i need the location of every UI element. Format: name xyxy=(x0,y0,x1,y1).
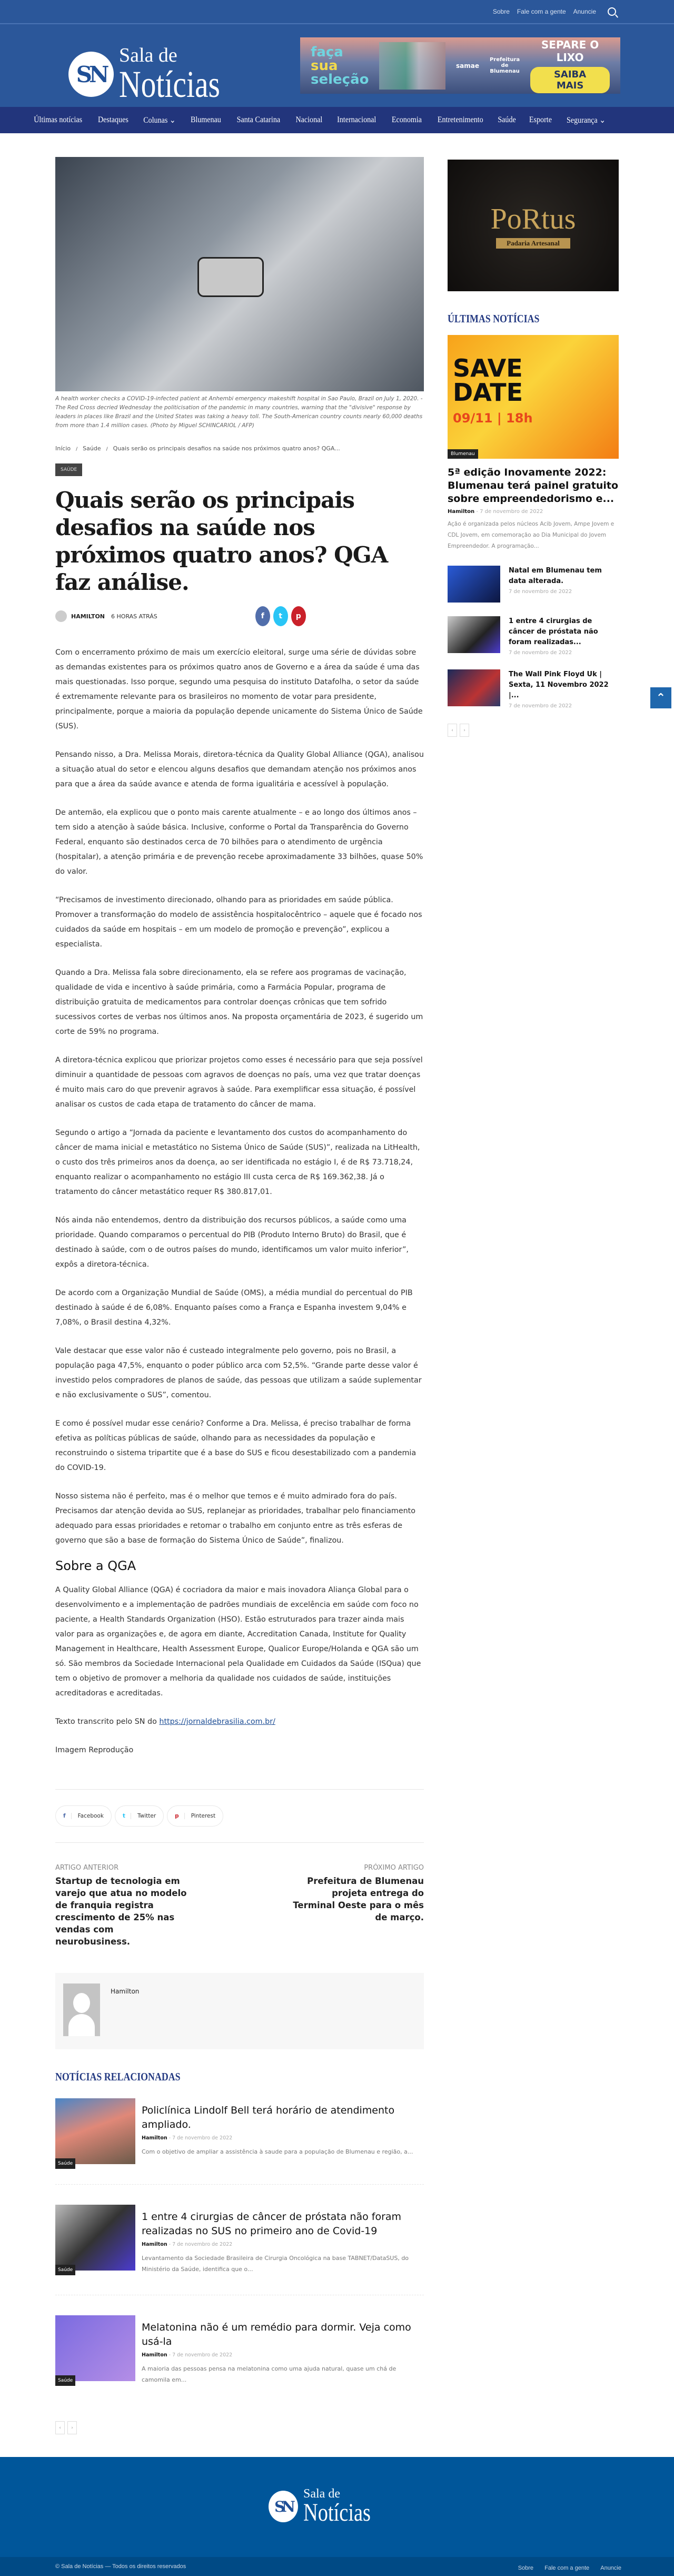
footer xyxy=(0,2457,674,2557)
related-title[interactable]: Melatonina não é um remédio para dormir. Veja como usá-la xyxy=(142,2322,411,2347)
latest-feature-image[interactable] xyxy=(448,335,619,459)
image-text: 09/11 | 18h xyxy=(453,411,533,426)
author-name[interactable]: HAMILTON xyxy=(71,613,105,620)
author-name[interactable]: Hamilton xyxy=(142,2352,167,2358)
top-link-contato[interactable]: Fale com a gente xyxy=(517,8,566,15)
page-title: Quais serão os principais desafios na saúde nos próximos quatro anos? QGA faz análise. xyxy=(55,487,388,595)
nav-item[interactable]: Saúde xyxy=(498,115,517,124)
site-logo[interactable] xyxy=(68,45,245,103)
sidebar-ad[interactable] xyxy=(448,160,619,291)
date: 7 de novembro de 2022 xyxy=(509,703,572,709)
news-title[interactable]: 1 entre 4 cirurgias de câncer de próstata não foram realizadas... xyxy=(509,617,598,646)
sidebar-pager xyxy=(448,724,619,737)
share-label: Pinterest xyxy=(191,1813,216,1819)
author-name[interactable]: Hamilton xyxy=(142,2242,167,2247)
pinterest-icon: p xyxy=(175,1813,185,1819)
related-pager xyxy=(55,2421,424,2434)
image-text: DATE xyxy=(453,378,523,407)
related-item: Saúde 1 entre 4 cirurgias de câncer de próstata não foram realizadas no SUS no primeiro ano de Covid-19 Hamilton - 7 de novembro de 2022 Levantamento da Sociedade Brasileira de Cirurgia Oncológica na base TABNET/DataSUS, do Ministério da Saúde, identifica que o... xyxy=(55,2205,424,2295)
logo-mark: SN xyxy=(269,2491,298,2522)
next-title[interactable]: Prefeitura de Blumenau projeta entrega do Terminal Oeste para o mês de março. xyxy=(293,1876,424,1922)
pinterest-share-button[interactable] xyxy=(167,1805,223,1827)
paragraph: E como é possível mudar esse cenário? Conforme a Dra. Melissa, é preciso trabalhar de forma efetiva as políticas públicas de saúde, olhando para as necessidades da população e reconstruindo o sistema tripartite que é a base do SUS e ficou desestabilizado com a pandemia do COVID-19. xyxy=(55,1419,417,1472)
related-title[interactable]: 1 entre 4 cirurgias de câncer de próstata não foram realizadas no SUS no primeiro ano de Covid-19 xyxy=(142,2211,402,2237)
search-icon[interactable] xyxy=(608,7,616,16)
latest-feature-meta: Hamilton - 7 de novembro de 2022 xyxy=(448,509,543,515)
nav-item[interactable]: Últimas notícias xyxy=(34,115,83,124)
latest-news-item xyxy=(448,616,619,656)
post-navigation xyxy=(55,1864,424,1948)
twitter-share-button[interactable] xyxy=(115,1805,164,1827)
paragraph: Segundo o artigo a “Jornada da paciente e levantamento dos custos do acompanhamento do câncer de mama inicial e metastático no Sistema Único de Saúde (SUS)”, realizada na LitHealth, o custo dos três primeiros anos da doença, ao ser identificada no estágio I, é de R$ 73.718,24, enquanto realizar o acompanhamento no estágio III custa cerca de R$ 169.362,38. Já o tratamento do câncer metastático requer R$ 380.817,01. xyxy=(55,1129,420,1196)
footer-link-anuncie[interactable]: Anuncie xyxy=(600,2564,621,2571)
footer-logo[interactable] xyxy=(269,2488,388,2525)
paragraph: De antemão, ela explicou que o ponto mais carente atualmente – e ao longo dos últimos anos – tem sido a atenção à saúde básica. Inclusive, conforme o Portal da Transparência do Governo Federal, enquanto são destinados cerca de 70 bilhões para o atendimento de urgência (hospitalar), a atenção primária e de prevenção recebe aproximadamente 33 bilhões, quase 50% do valor. xyxy=(55,808,423,876)
latest-news-heading: ÚLTIMAS NOTÍCIAS xyxy=(448,312,540,325)
related-item: Saúde Policlínica Lindolf Bell terá horário de atendimento ampliado. Hamilton - 7 de novembro de 2022 Com o objetivo de ampliar a assistência à saude para a população de Blumenau e região, a... xyxy=(55,2098,424,2185)
facebook-share-icon[interactable]: f xyxy=(255,606,270,626)
breadcrumb-current: Quais serão os principais desafios na saúde nos próximos quatro anos? QGA... xyxy=(113,445,340,452)
banner-headline: SEPARE O LIXO xyxy=(541,38,599,64)
date: 7 de novembro de 2022 xyxy=(172,2352,233,2358)
share-label: Twitter xyxy=(137,1813,156,1819)
header-ad-banner[interactable] xyxy=(300,37,620,94)
footer-link-sobre[interactable]: Sobre xyxy=(518,2564,534,2571)
top-link-sobre[interactable]: Sobre xyxy=(492,8,510,15)
logo-line2: Notícias xyxy=(119,63,220,105)
image-credit: Imagem Reprodução xyxy=(55,1746,134,1754)
latest-news-item xyxy=(448,669,619,709)
featured-image xyxy=(55,157,424,391)
author-name[interactable]: Hamilton xyxy=(142,2135,167,2141)
paragraph: De acordo com a Organização Mundial de Saúde (OMS), a média mundial do percentual do PIB destinado à saúde é de 6,08%. Enquanto países como a França e Espanha investem 9,04% e 7,08%, o Brasil destina 4,32%. xyxy=(55,1289,413,1327)
paragraph: Pensando nisso, a Dra. Melissa Morais, diretora-técnica da Quality Global Alliance (QGA), analisou a situação atual do setor e elencou alguns desafios que demandam atenção nos próximos anos para que a área da saúde avance e atenda de forma igualitária e acessível à população. xyxy=(55,751,424,788)
article-meta xyxy=(55,606,424,627)
article xyxy=(55,157,424,2434)
breadcrumb-home[interactable]: Início xyxy=(55,445,71,452)
latest-news-item xyxy=(448,566,619,603)
image-caption: A health worker checks a COVID-19-infected patient at Anhembi emergency makeshift hospital in Sao Paulo, Brazil on July 1, 2020. - The Red Cross decried Wednesday the politicisation of the pandemic in many countries, warning that the "divisive" response by leaders in places like Brazil and the United States was taking a heavy toll. The South-American country counts nearly 60,000 deaths from more than 1.4 million cases. (Photo by Miguel SCHINCARIOL / AFP) xyxy=(55,396,423,429)
category-badge[interactable]: Saúde xyxy=(55,2375,75,2386)
share-label: Facebook xyxy=(77,1813,104,1819)
date: 7 de novembro de 2022 xyxy=(480,509,543,515)
paragraph: Vale destacar que esse valor não é custeado integralmente pelo governo, pois no Brasil, a população paga 47,5%, enquanto o poder público arca com 52,5%. “Grande parte desse valor é investido pelos compradores de planos de saúde, das pessoas que utilizam a saúde suplementar e não exclusivamente o SUS”, comentou. xyxy=(55,1347,422,1399)
nav-item[interactable]: Santa Catarina xyxy=(236,115,280,124)
date: 7 de novembro de 2022 xyxy=(509,650,572,656)
logo-line1: Sala de xyxy=(303,2487,340,2501)
author-box xyxy=(55,1973,424,2049)
logo-line2: Notícias xyxy=(303,2499,371,2526)
top-bar xyxy=(0,0,674,24)
category-badge[interactable]: SAÚDE xyxy=(55,463,82,476)
banner-cta[interactable]: SAIBA MAIS xyxy=(530,67,610,93)
paragraph: Quando a Dra. Melissa fala sobre direcionamento, ela se refere aos programas de vacinação, qualidade de vida e incentivo à saúde primária, como a Farmácia Popular, programa de distribuição gratuita de medicamentos para controlar doenças crônicas que tem sofrido sucessivos cortes de verbas nos últimos anos. Na proposta orçamentária de 2023, é sugerido um corte de 59% no programa. xyxy=(55,969,423,1036)
section-heading: Sobre a QGA xyxy=(55,1558,136,1573)
author-avatar[interactable] xyxy=(63,1983,100,2036)
footer-link-contato[interactable]: Fale com a gente xyxy=(544,2564,590,2571)
category-badge[interactable]: Blumenau xyxy=(448,449,478,459)
related-heading: NOTÍCIAS RELACIONADAS xyxy=(55,2070,181,2083)
pager-prev-button[interactable]: ‹ xyxy=(448,724,457,737)
nav-item[interactable]: Nacional xyxy=(295,115,322,124)
copyright: © Sala de Notícias — Todos os direitos reservados xyxy=(55,2563,186,2570)
source-line xyxy=(55,1714,424,1729)
related-title[interactable]: Policlínica Lindolf Bell terá horário de atendimento ampliado. xyxy=(142,2105,395,2130)
banner-image xyxy=(379,42,445,90)
paragraph: “Precisamos de investimento direcionado, olhando para as prioridades em saúde pública. Promover a transformação do modelo de assistência hospitalocêntrico – aquele que é focado nos cuidados da saúde em hospitais – em um modelo de promoção e prevenção”, explicou a especialista. xyxy=(55,896,422,949)
facebook-icon: f xyxy=(63,1813,72,1819)
nav-item[interactable]: Entretenimento xyxy=(437,115,483,124)
news-thumbnail[interactable] xyxy=(448,616,500,653)
nav-item[interactable]: Economia xyxy=(391,115,422,124)
main-nav xyxy=(0,107,674,133)
author-name[interactable]: Hamilton xyxy=(448,509,475,515)
nav-item[interactable]: Internacional xyxy=(337,115,376,124)
article-body xyxy=(55,645,424,1758)
twitter-share-icon[interactable]: t xyxy=(273,606,288,626)
category-badge[interactable]: Saúde xyxy=(55,2265,75,2275)
banner-text: seleção xyxy=(311,71,369,87)
twitter-icon: t xyxy=(123,1813,131,1819)
pager-next-button[interactable]: › xyxy=(67,2421,77,2434)
related-thumbnail[interactable] xyxy=(55,2098,135,2164)
publish-time: 6 HORAS ATRÁS xyxy=(111,613,157,620)
logo-mark: SN xyxy=(68,52,114,97)
date: 7 de novembro de 2022 xyxy=(509,589,572,595)
breadcrumb-category[interactable]: Saúde xyxy=(83,445,101,452)
related-thumbnail[interactable] xyxy=(55,2315,135,2381)
news-thumbnail[interactable] xyxy=(448,566,500,603)
author-box-name[interactable]: Hamilton xyxy=(111,1988,140,1995)
back-to-top-button[interactable]: ⌃ xyxy=(650,687,671,708)
related-excerpt: Com o objetivo de ampliar a assistência à saude para a população de Blumenau e região, a... xyxy=(142,2148,413,2155)
next-label: PRÓXIMO ARTIGO xyxy=(364,1864,424,1872)
nav-item[interactable]: Destaques xyxy=(98,115,129,124)
paragraph: A Quality Global Alliance (QGA) é cocriadora da maior e mais inovadora Aliança Global para o desenvolvimento e a implementação de padrões mundiais de excelência em saúde com foco no paciente, a Health Standards Organization (HSO). Estão estruturados para trazer ainda mais valor para as organizações e, de agora em diante, Accreditation Canada, Institute for Quality Management in Healthcare, Health Assessment Europe, Qualicor Europe/Holanda e QGA são um só. São membros da Sociedade Internacional pela Qualidade em Cuidados da Saúde (ISQua) que tem o objetivo de promover a melhoria da qualidade nos cuidados de saúde, instituições acreditadoras e acreditadas. xyxy=(55,1586,421,1697)
facebook-share-button[interactable] xyxy=(55,1805,112,1827)
pager-prev-button[interactable]: ‹ xyxy=(55,2421,65,2434)
latest-feature-title[interactable]: 5ª edição Inovamente 2022: Blumenau terá painel gratuito sobre empreendedorismo e... xyxy=(448,467,618,505)
paragraph: Nós ainda não entendemos, dentro da distribuição dos recursos públicos, a saúde como uma prioridade. Quando comparamos o percentual do PIB (Produto Interno Bruto) do Brasil, que é destinado à saúde, com o de outros países do mundo, identificamos um valor muito inferior”, expôs a diretora-técnica. xyxy=(55,1216,409,1269)
source-prefix: Texto transcrito pelo SN do xyxy=(55,1718,160,1726)
related-excerpt: Levantamento da Sociedade Brasileira de Cirurgia Oncológica na base TABNET/DataSUS, do Ministério da Saúde, identifica que o... xyxy=(142,2255,409,2273)
news-title[interactable]: The Wall Pink Floyd Uk | Sexta, 11 Novembro 2022 |... xyxy=(509,670,609,699)
category-badge[interactable]: Saúde xyxy=(55,2158,75,2169)
prev-label: ARTIGO ANTERIOR xyxy=(55,1864,119,1872)
related-excerpt: A maioria das pessoas pensa na melatonina como uma ajuda natural, quase um chá de camomila em... xyxy=(142,2365,397,2383)
banner-text: faça xyxy=(311,44,343,60)
breadcrumb: Início / Saúde / Quais serão os principais desafios na saúde nos próximos quatro anos? QGA... xyxy=(55,445,340,452)
divider xyxy=(55,1842,424,1843)
prev-article[interactable] xyxy=(55,1864,187,1948)
next-article[interactable] xyxy=(292,1864,424,1948)
paragraph: Nosso sistema não é perfeito, mas é o melhor que temos e é muito admirado fora do país. Precisamos dar atenção devida ao SUS, replanejar as prioridades, trabalhar pelo financiamento adequado para essas prioridades e retomar o trabalho em conjunto entre as três esferas de governo que são a base de formação do Sistema Único de Saúde”, finalizou. xyxy=(55,1492,416,1545)
nav-item[interactable]: Esporte xyxy=(529,115,552,124)
nav-item[interactable]: Segurança ⌄ xyxy=(567,116,606,125)
share-bar xyxy=(55,1790,424,1842)
banner-text: sua xyxy=(311,57,338,74)
logo-line1: Sala de xyxy=(119,44,177,66)
ad-tagline: Padaria Artesanal xyxy=(496,238,570,249)
image-text: SAVE xyxy=(453,354,523,382)
top-link-anuncie[interactable]: Anuncie xyxy=(573,8,596,15)
pager-next-button[interactable]: › xyxy=(460,724,469,737)
site-header xyxy=(0,24,674,107)
paragraph: Com o encerramento próximo de mais um exercício eleitoral, surge uma série de dúvidas sobre as demandas existentes para os próximos quatro anos de Governo e a área da saúde é uma das mais questionadas. Isso porque, segundo uma pesquisa do instituto Datafolha, o setor da saúde é extremamente relevante para os brasileiros no momento de votar para presidente, principalmente, porque a maioria da população depende unicamente do Sistema Único de Saúde (SUS). xyxy=(55,648,423,731)
related-item: Saúde Melatonina não é um remédio para dormir. Veja como usá-la Hamilton - 7 de novembro de 2022 A maioria das pessoas pensa na melatonina como uma ajuda natural, quase um chá de camomila em... xyxy=(55,2315,424,2405)
ad-brand: PoRtus xyxy=(490,203,576,235)
date: 7 de novembro de 2022 xyxy=(172,2135,233,2141)
sidebar xyxy=(448,160,619,737)
paragraph: A diretora-técnica explicou que priorizar projetos como esses é necessário para que seja possível diminuir a quantidade de pessoas com agravos de doenças no país, uma vez que tratar doenças é muito mais caro do que prevenir agravos à saúde. Para exemplificar essa situação, é possível analisar os custos de cada etapa de tratamento do câncer de mama. xyxy=(55,1056,423,1109)
nav-item[interactable]: Blumenau xyxy=(191,115,221,124)
footer-bar xyxy=(0,2557,674,2576)
avatar xyxy=(55,610,67,622)
banner-brand: samae xyxy=(455,62,479,70)
source-link[interactable]: https://jornaldebrasilia.com.br/ xyxy=(159,1718,275,1726)
date: 7 de novembro de 2022 xyxy=(172,2242,233,2247)
news-thumbnail[interactable] xyxy=(448,669,500,706)
news-title[interactable]: Natal em Blumenau tem data alterada. xyxy=(509,567,602,585)
banner-brand: Prefeitura de Blumenau xyxy=(489,57,520,74)
prev-title[interactable]: Startup de tecnologia em varejo que atua no modelo de franquia registra crescimento de 25% nas vendas com neurobusiness. xyxy=(55,1876,187,1947)
latest-feature-excerpt: Ação é organizada pelos núcleos Acib Jovem, Ampe Jovem e CDL Jovem, em comemoração ao Dia Municipal do Jovem Empreendedor. A programação... xyxy=(448,521,614,549)
related-news xyxy=(55,2070,424,2434)
related-thumbnail[interactable] xyxy=(55,2205,135,2271)
nav-item[interactable]: Colunas ⌄ xyxy=(143,116,176,125)
pinterest-share-icon[interactable]: p xyxy=(291,606,306,626)
